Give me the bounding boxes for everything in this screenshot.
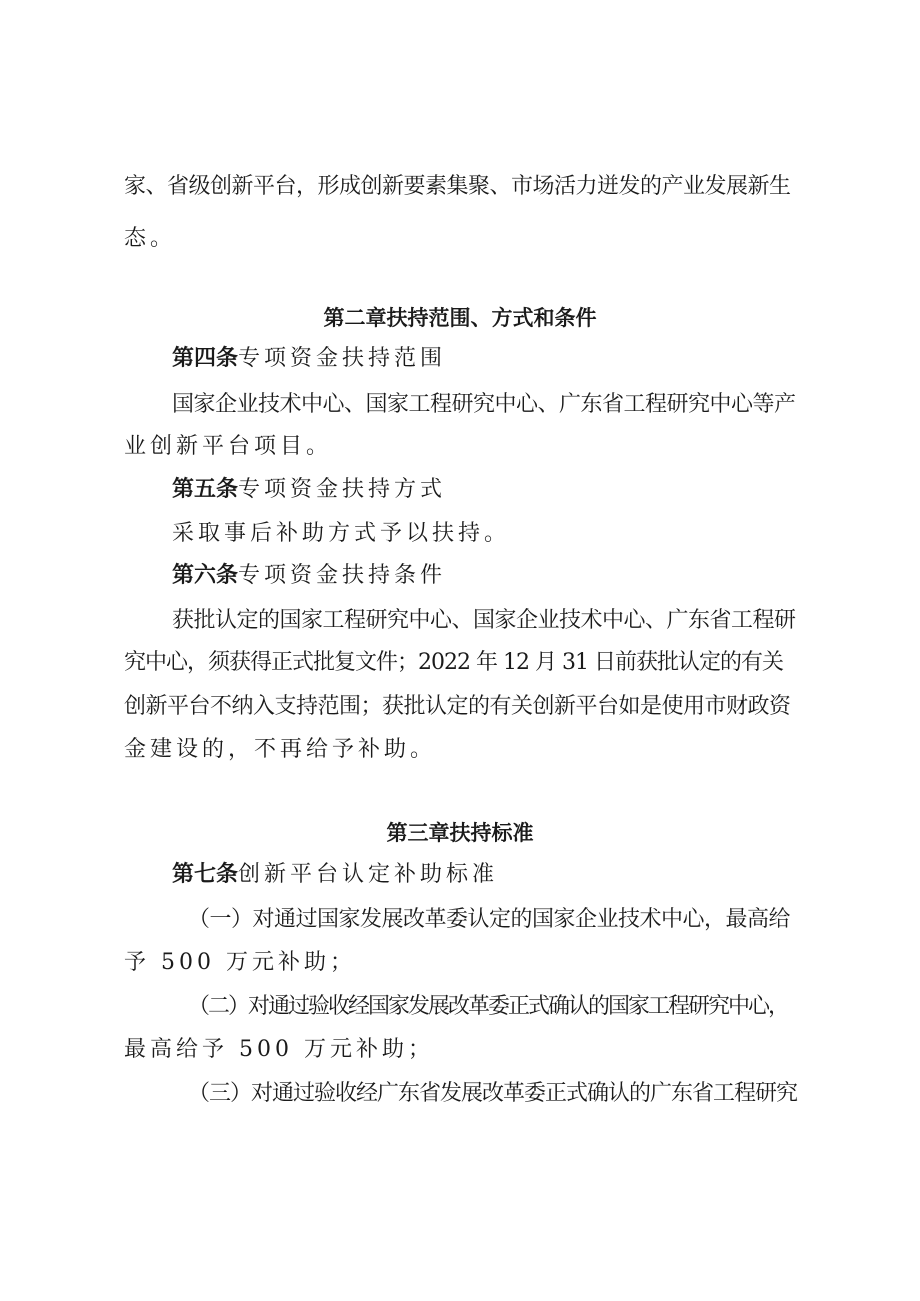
article-5-label: 第五条 xyxy=(172,477,239,502)
article-6-body-line-3: 创新平台不纳入支持范围；获批认定的有关创新平台如是使用市财政资 xyxy=(124,694,791,719)
article-7-label: 第七条 xyxy=(172,862,239,887)
article-6-body-line-4: 金建设的，不再给予补助。 xyxy=(124,737,437,762)
item-1-line-2: 予 500 万元补助； xyxy=(124,950,356,975)
article-6-heading xyxy=(172,561,446,591)
item-3-line-1: （三）对通过验收经广东省发展改革委正式确认的广东省工程研究 xyxy=(188,1081,798,1106)
article-7-heading xyxy=(172,860,498,890)
article-4-heading xyxy=(172,344,446,374)
article-4-label: 第四条 xyxy=(172,346,239,371)
article-6-body-line-1: 获批认定的国家工程研究中心、国家企业技术中心、广东省工程研 xyxy=(172,608,796,633)
article-6-title: 专项资金扶持条件 xyxy=(238,563,447,588)
chapter-3-title: 第三章扶持标准 xyxy=(386,821,534,845)
article-7-title: 创新平台认定补助标准 xyxy=(238,862,499,887)
article-4-title: 专项资金扶持范围 xyxy=(238,346,447,371)
intro-line-2: 态。 xyxy=(124,226,177,251)
item-1-line-1: （一）对通过国家发展改革委认定的国家企业技术中心，最高给 xyxy=(188,907,791,932)
article-4-body-line-2: 业创新平台项目。 xyxy=(124,434,333,459)
intro-line-1: 家、省级创新平台，形成创新要素集聚、市场活力迸发的产业发展新生 xyxy=(124,174,791,199)
article-5-body: 采取事后补助方式予以扶持。 xyxy=(172,521,511,546)
article-6-body-line-2: 究中心，须获得正式批复文件；2022 年 12 月 31 日前获批认定的有关 xyxy=(124,650,783,675)
article-5-title: 专项资金扶持方式 xyxy=(238,477,447,502)
article-5-heading xyxy=(172,475,446,505)
chapter-2-title: 第二章扶持范围、方式和条件 xyxy=(323,306,597,330)
article-4-body-line-1: 国家企业技术中心、国家工程研究中心、广东省工程研究中心等产 xyxy=(172,392,796,417)
item-2-line-2: 最高给予 500 万元补助； xyxy=(124,1037,434,1062)
item-2-line-1: （二）对通过验收经国家发展改革委正式确认的国家工程研究中心， xyxy=(188,994,789,1019)
article-6-label: 第六条 xyxy=(172,563,239,588)
